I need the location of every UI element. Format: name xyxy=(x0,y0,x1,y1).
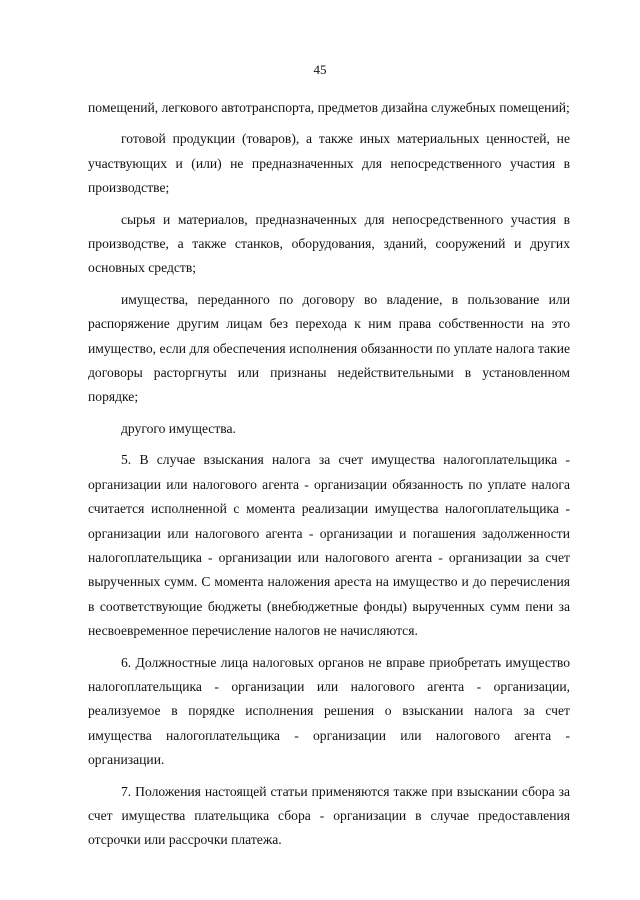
paragraph-transferred-property: имущества, переданного по договору во владение, в пользование или распоряжение другим лицам без перехода к ним права собственности на это имущество, если для обеспечения исполнения обязанности по уплате налога такие договоры расторгнуты или признаны недействительными в установленном порядке; xyxy=(88,291,570,405)
paragraph-other-property: другого имущества. xyxy=(121,420,236,436)
body-text xyxy=(88,96,570,860)
paragraph-item-5: 5. В случае взыскания налога за счет имущества налогоплательщика - организации или налогового агента - организации обязанность по уплате налога считается исполненной с момента реализации имущества налогоплательщика - организации или налогового агента - организации и погашения задолженности налогоплательщика - организации или налогового агента - организации за счет вырученных сумм. С момента наложения ареста на имущество и до перечисления в соответствующие бюджеты (внебюджетные фонды) вырученных сумм пени за несвоевременное перечисление налогов не начисляются. xyxy=(88,452,570,639)
page-number: 45 xyxy=(313,62,327,77)
paragraph-item-7: 7. Положения настоящей статьи применяются также при взыскании сбора за счет имущества плательщика сбора - организации в случае предоставления отсрочки или рассрочки платежа. xyxy=(88,783,570,848)
paragraph-item-6: 6. Должностные лица налоговых органов не вправе приобретать имущество налогоплательщика - организации или налогового агента - организации, реализуемое в порядке исполнения решения о взыскании налога за счет имущества налогоплательщика - организации или налогового агента - организации. xyxy=(88,654,570,768)
paragraph-continuation: помещений, легкового автотранспорта, предметов дизайна служебных помещений; xyxy=(88,100,570,115)
paragraph-finished-goods: готовой продукции (товаров), а также иных материальных ценностей, не участвующих и (или) не предназначенных для непосредственного участия в производстве; xyxy=(88,131,570,196)
paragraph-raw-materials: сырья и материалов, предназначенных для непосредственного участия в производстве, а также станков, оборудования, зданий, сооружений и других основных средств; xyxy=(88,211,570,276)
